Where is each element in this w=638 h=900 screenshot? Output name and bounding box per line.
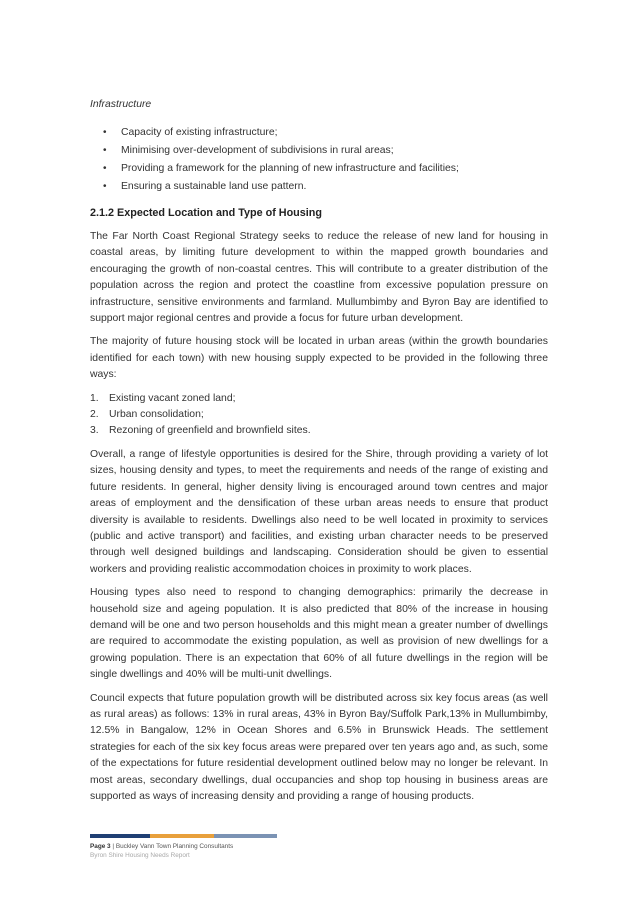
numbered-list	[90, 391, 548, 440]
paragraph: The majority of future housing stock will be located in urban areas (within the growth boundaries identified for each town) with new housing supply expected to be provided in the following three ways:	[90, 336, 548, 381]
numbered-list-item: 1. Existing vacant zoned land;	[90, 392, 236, 404]
paragraph: The Far North Coast Regional Strategy seeks to reduce the release of new land for housing in coastal areas, by limiting future development to within the mapped growth boundaries and encouraging the growth of non-coastal centres. This will contribute to a greater distribution of the population across the region and protect the coastline from excessive population pressure on infrastructure, sensitive environments and farmland. Mullumbimby and Byron Bay are identified to support major regional centres and provide a focus for future urban development.	[90, 231, 548, 325]
paragraph: Housing types also need to respond to changing demographics: primarily the decrease in household size and ageing population. It is also predicted that 80% of the increase in housing demand will be one and two person households and this might mean a greater number of dwellings are required to accommodate the existing population, as well as provision of new dwellings for a growing population. There is an expectation that 60% of all future dwellings in the region will be single dwellings and 40% will be multi-unit dwellings.	[90, 587, 548, 681]
bullet-icon: •	[103, 145, 107, 156]
footer-bar-segment-navy	[90, 834, 150, 838]
infrastructure-heading: Infrastructure	[90, 99, 152, 110]
bullet-icon: •	[103, 163, 107, 174]
bullet-item: • Providing a framework for the planning of new infrastructure and facilities;	[90, 160, 548, 178]
paragraph: Council expects that future population growth will be distributed across six key focus areas (as well as rural areas) as follows: 13% in rural areas, 43% in Byron Bay/Suffolk Park,13% in Mullumbimby, 12.5% in Bangalow, 12% in Ocean Shores and 6.5% in Brunswick Heads. The settlement strategies for each of the six key focus areas were prepared over ten years ago and, as such, some of the expectations for future residential development outlined below may no longer be relevant. In most areas, secondary dwellings, dual occupancies and shop top housing in business areas are supported as ways of increasing density and providing a range of housing products.	[90, 692, 548, 802]
document-body	[90, 98, 548, 812]
bullet-icon: •	[103, 181, 107, 192]
footer-page-line	[90, 842, 233, 851]
bullet-item: • Capacity of existing infrastructure;	[90, 124, 548, 142]
footer-company: Buckley Vann Town Planning Consultants	[115, 843, 234, 850]
numbered-list-item: 2. Urban consolidation;	[90, 409, 204, 421]
section-heading-2-1-2: 2.1.2 Expected Location and Type of Housing	[90, 207, 322, 219]
footer-report-title: Byron Shire Housing Needs Report	[90, 852, 190, 859]
footer-bar-segment-orange	[150, 834, 214, 838]
footer-separator: |	[110, 843, 116, 850]
paragraph: Overall, a range of lifestyle opportunities is desired for the Shire, through providing a variety of lot sizes, housing density and types, to meet the requirements and needs of the range of existing and future residents. In general, higher density living is encouraged around town centres and major areas of employment and the densification of these urban areas needs to ensure that product diversity is available to residents. Dwellings also need to be well located in proximity to services (public and active transport) and facilities, and existing urban character needs to be preserved through well designed buildings and landscaping. Consideration should be given to essential workers and providing realistic accommodation choices in proximity to work places.	[90, 448, 548, 575]
bullet-icon: •	[103, 127, 107, 138]
infrastructure-bullet-list	[90, 124, 548, 196]
footer-bar-segment-blue	[214, 834, 277, 838]
numbered-list-item: 3. Rezoning of greenfield and brownfield sites.	[90, 425, 311, 437]
bullet-item: • Minimising over-development of subdivisions in rural areas;	[90, 142, 548, 160]
footer-color-bar	[90, 834, 277, 838]
bullet-item: • Ensuring a sustainable land use pattern.	[90, 178, 548, 196]
page-number: Page 3	[90, 843, 111, 850]
